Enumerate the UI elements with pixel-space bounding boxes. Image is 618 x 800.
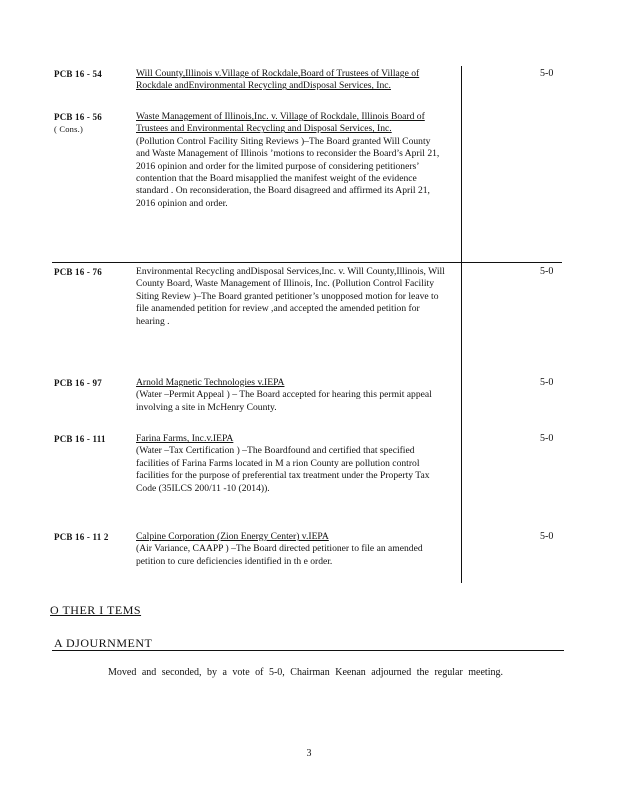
- consolidated-label: ( Cons.): [54, 124, 83, 134]
- case-summary: (Pollution Control Facility Siting Reviews )–The Board granted Will County and Waste Management of Illinois ’motions to reconsider the Board’s April 21, 2016 opinion and order for the limited purpose of considering petitioners’ contention that the Board misapplied the manifest weight of the evidence standard . On reconsideration, the Board disagreed and affirmed its April 21, 2016 opinion and order.: [136, 135, 440, 209]
- case-number: PCB 16 - 76: [54, 267, 102, 277]
- adjournment-rule: [52, 650, 564, 651]
- page-number: 3: [306, 748, 312, 759]
- row-separator: [52, 262, 562, 263]
- adjournment-text: Moved and seconded, by a vote of 5-0, Chairman Keenan adjourned the regular meeting.: [108, 667, 503, 678]
- column-divider: [461, 263, 462, 583]
- vote-result: 5-0: [540, 377, 554, 388]
- column-divider: [461, 66, 462, 262]
- case-description: [136, 433, 446, 495]
- case-title: Calpine Corporation (Zion Energy Center) v.IEPA: [136, 531, 329, 542]
- case-number-block: [54, 111, 134, 135]
- case-title: Waste Management of Illinois,Inc. v. Village of Rockdale, Illinois Board of Trustees and Environmental Recycling and Disposal Services, Inc.: [136, 111, 425, 135]
- other-items-heading-text: O THER I TEMS: [50, 603, 142, 617]
- vote-result: 5-0: [540, 266, 554, 277]
- case-number: PCB 16 - 56: [54, 112, 102, 122]
- case-title: Arnold Magnetic Technologies v.IEPA: [136, 377, 285, 388]
- case-description: [136, 68, 446, 93]
- case-summary: Environmental Recycling andDisposal Services,Inc. v. Will County,Illinois, Will County Board, Waste Management of Illinois, Inc. (Pollution Control Facility Siting Review )–The Board granted petitioner’s unopposed motion for leave to file anamended petition for review ,and accepted the amended petition for hearing .: [136, 266, 445, 327]
- case-summary: (Water –Tax Certification ) –The Boardfound and certified that specified facilities of Farina Farms located in M a rion County are pollution control facilities for the purpose of preferential tax treatment under the Property Tax Code (35ILCS 200/11 -10 (2014)).: [136, 445, 430, 494]
- adjournment-heading: [54, 636, 152, 651]
- case-number: PCB 16 - 54: [54, 69, 102, 79]
- case-number: PCB 16 - 97: [54, 378, 102, 388]
- case-summary: (Air Variance, CAAPP ) –The Board directed petitioner to file an amended petition to cure deficiencies identified in th e order.: [136, 543, 423, 567]
- case-title: Farina Farms, Inc.v.IEPA: [136, 433, 234, 444]
- adjournment-heading-text: A DJOURNMENT: [54, 636, 153, 650]
- case-description: [136, 531, 446, 568]
- vote-result: 5-0: [540, 531, 554, 542]
- case-number: PCB 16 - 111: [54, 434, 106, 444]
- vote-result: 5-0: [540, 433, 554, 444]
- other-items-heading: [50, 603, 141, 618]
- case-number: PCB 16 - 11 2: [54, 532, 109, 542]
- case-title: Will County,Illinois v.Village of Rockdale,Board of Trustees of Village of Rockdale andEnvironmental Recycling andDisposal Services, Inc.: [136, 68, 420, 92]
- vote-result: 5-0: [540, 68, 554, 79]
- case-description: [136, 266, 446, 328]
- case-summary: (Water –Permit Appeal ) – The Board accepted for hearing this permit appeal involving a site in McHenry County.: [136, 389, 432, 413]
- case-description: [136, 111, 446, 210]
- case-description: [136, 377, 446, 414]
